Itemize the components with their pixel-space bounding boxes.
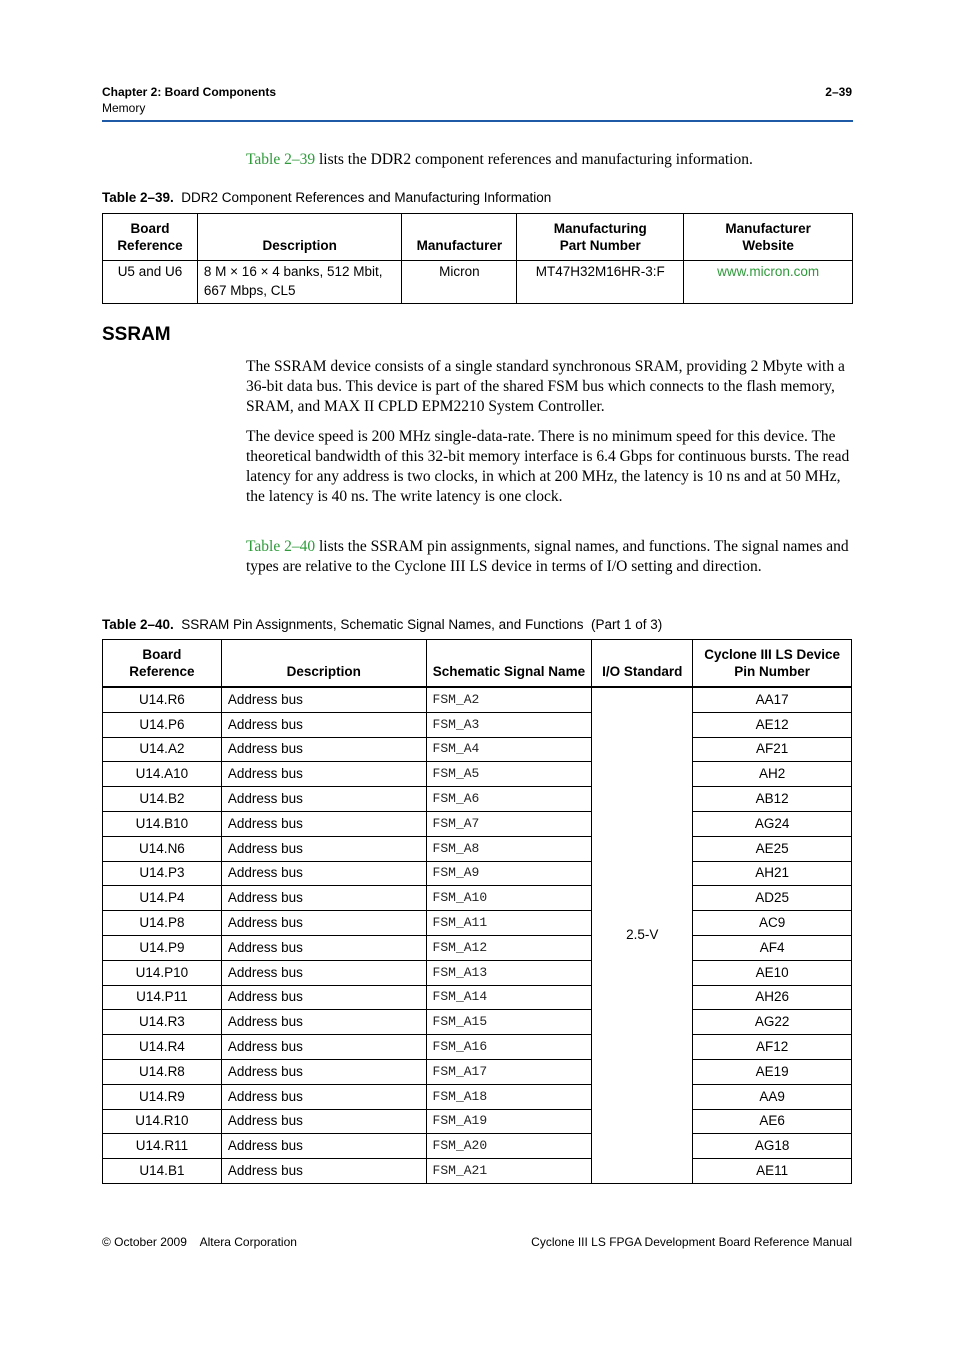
pin-number-cell: AE25 — [693, 836, 852, 861]
signal-name-cell: FSM_A4 — [426, 737, 592, 762]
signal-name-cell: FSM_A15 — [426, 1010, 592, 1035]
description-cell: Address bus — [221, 1159, 426, 1184]
description-cell: Address bus — [221, 712, 426, 737]
signal-name-cell: FSM_A16 — [426, 1035, 592, 1060]
board-reference-cell: U14.P8 — [103, 911, 222, 936]
board-reference-cell: U5 and U6 — [103, 261, 198, 304]
description-cell: Address bus — [221, 985, 426, 1010]
table-40-caption-text: SSRAM Pin Assignments, Schematic Signal Names, and Functions (Part 1 of 3) — [173, 617, 663, 632]
description-cell: Address bus — [221, 687, 426, 712]
table-row — [103, 811, 852, 836]
pin-number-cell: AC9 — [693, 911, 852, 936]
board-reference-cell: U14.R9 — [103, 1084, 222, 1109]
pin-number-cell: AF21 — [693, 737, 852, 762]
signal-name-cell: FSM_A19 — [426, 1109, 592, 1134]
signal-name-cell: FSM_A12 — [426, 935, 592, 960]
signal-name-cell: FSM_A10 — [426, 886, 592, 911]
description-cell: Address bus — [221, 1035, 426, 1060]
board-reference-cell: U14.A2 — [103, 737, 222, 762]
col-website: Manufacturer Website — [684, 214, 853, 261]
col-signal-name: Schematic Signal Name — [426, 640, 592, 688]
table-row — [103, 261, 853, 304]
ssram-paragraph-3 — [246, 537, 854, 577]
pin-number-cell: AA9 — [693, 1084, 852, 1109]
table-40-caption-label: Table 2–40. — [102, 617, 174, 632]
ssram-paragraph-3-text: lists the SSRAM pin assignments, signal names, and functions. The signal names and types are relative to the Cyclone III LS device in terms of I/O setting and direction. — [246, 538, 849, 575]
board-reference-cell: U14.R8 — [103, 1059, 222, 1084]
description-cell: Address bus — [221, 836, 426, 861]
board-reference-cell: U14.B2 — [103, 787, 222, 812]
col-description: Description — [197, 214, 402, 261]
description-cell: Address bus — [221, 960, 426, 985]
table-40-caption — [102, 616, 662, 634]
signal-name-cell: FSM_A8 — [426, 836, 592, 861]
signal-name-cell: FSM_A14 — [426, 985, 592, 1010]
table-row — [103, 886, 852, 911]
ssram-pin-table — [102, 639, 852, 1184]
section-title: Memory — [102, 101, 146, 115]
signal-name-cell: FSM_A2 — [426, 687, 592, 712]
table-row — [103, 960, 852, 985]
description-cell: Address bus — [221, 886, 426, 911]
signal-name-cell: FSM_A18 — [426, 1084, 592, 1109]
page-number: 2–39 — [825, 85, 852, 99]
table-row — [103, 1084, 852, 1109]
table-row — [103, 1010, 852, 1035]
pin-number-cell: AH2 — [693, 762, 852, 787]
table-row — [103, 712, 852, 737]
table-row — [103, 687, 852, 712]
col-io-standard: I/O Standard — [592, 640, 693, 688]
table-row — [103, 1035, 852, 1060]
pin-number-cell: AE10 — [693, 960, 852, 985]
table-row — [103, 861, 852, 886]
board-reference-cell: U14.R10 — [103, 1109, 222, 1134]
description-cell: Address bus — [221, 811, 426, 836]
pin-number-cell: AG22 — [693, 1010, 852, 1035]
table-header-row — [103, 640, 852, 688]
table-39-caption — [102, 189, 551, 207]
description-cell: 8 M × 16 × 4 banks, 512 Mbit, 667 Mbps, CL5 — [197, 261, 402, 304]
signal-name-cell: FSM_A11 — [426, 911, 592, 936]
footer-copyright: © October 2009 Altera Corporation — [102, 1235, 297, 1249]
description-cell: Address bus — [221, 1084, 426, 1109]
board-reference-cell: U14.P3 — [103, 861, 222, 886]
board-reference-cell: U14.P10 — [103, 960, 222, 985]
header-rule — [102, 120, 853, 122]
intro-paragraph — [246, 150, 854, 170]
board-reference-cell: U14.P11 — [103, 985, 222, 1010]
description-cell: Address bus — [221, 935, 426, 960]
pin-number-cell: AF12 — [693, 1035, 852, 1060]
pin-number-cell: AE11 — [693, 1159, 852, 1184]
pin-number-cell: AG24 — [693, 811, 852, 836]
io-standard-cell: 2.5-V — [592, 687, 693, 1183]
table-2-40-link[interactable]: Table 2–40 — [246, 538, 316, 555]
pin-number-cell: AH21 — [693, 861, 852, 886]
col-board-reference: Board Reference — [103, 214, 198, 261]
chapter-title: Chapter 2: Board Components — [102, 85, 277, 99]
col-pin-number: Cyclone III LS Device Pin Number — [693, 640, 852, 688]
table-row — [103, 1059, 852, 1084]
description-cell: Address bus — [221, 1010, 426, 1035]
pin-number-cell: AE12 — [693, 712, 852, 737]
ssram-table-body — [103, 687, 852, 1183]
description-cell: Address bus — [221, 861, 426, 886]
board-reference-cell: U14.B1 — [103, 1159, 222, 1184]
signal-name-cell: FSM_A6 — [426, 787, 592, 812]
col-board-reference: Board Reference — [103, 640, 222, 688]
signal-name-cell: FSM_A21 — [426, 1159, 592, 1184]
pin-number-cell: AH26 — [693, 985, 852, 1010]
signal-name-cell: FSM_A17 — [426, 1059, 592, 1084]
signal-name-cell: FSM_A13 — [426, 960, 592, 985]
pin-number-cell: AA17 — [693, 687, 852, 712]
table-row — [103, 985, 852, 1010]
ssram-paragraph-2: The device speed is 200 MHz single-data-rate. There is no minimum speed for this device. The theoretical bandwidth of this 32-bit memory interface is 6.4 Gbps for continuous bursts. The read latency for any address is two clocks, in which at 200 MHz, the latency is 10 ns and at 50 MHz, the latency is 40 ns. The write latency is one clock. — [246, 428, 850, 505]
manufacturer-website-link[interactable]: www.micron.com — [684, 261, 853, 304]
part-number-cell: MT47H32M16HR-3:F — [517, 261, 684, 304]
table-row — [103, 762, 852, 787]
table-39-caption-text: DDR2 Component References and Manufacturing Information — [173, 190, 552, 205]
board-reference-cell: U14.R4 — [103, 1035, 222, 1060]
signal-name-cell: FSM_A20 — [426, 1134, 592, 1159]
col-description: Description — [221, 640, 426, 688]
board-reference-cell: U14.R3 — [103, 1010, 222, 1035]
table-row — [103, 737, 852, 762]
col-manufacturer: Manufacturer — [402, 214, 517, 261]
ddr2-component-table — [102, 213, 853, 304]
table-2-39-link[interactable]: Table 2–39 — [246, 151, 316, 168]
board-reference-cell: U14.N6 — [103, 836, 222, 861]
ssram-paragraph-1: The SSRAM device consists of a single standard synchronous SRAM, providing 2 Mbyte with a 36-bit data bus. This device is part of the shared FSM bus which connects to the flash memory, SRAM, and MAX II CPLD EPM2210 System Controller. — [246, 358, 845, 415]
table-row — [103, 935, 852, 960]
board-reference-cell: U14.P9 — [103, 935, 222, 960]
manufacturer-cell: Micron — [402, 261, 517, 304]
pin-number-cell: AD25 — [693, 886, 852, 911]
board-reference-cell: U14.R6 — [103, 687, 222, 712]
description-cell: Address bus — [221, 762, 426, 787]
col-part-number: Manufacturing Part Number — [517, 214, 684, 261]
running-header — [102, 84, 276, 116]
section-heading-ssram: SSRAM — [102, 324, 171, 345]
intro-text: lists the DDR2 component references and manufacturing information. — [315, 151, 753, 168]
footer-manual-title: Cyclone III LS FPGA Development Board Reference Manual — [531, 1235, 852, 1249]
board-reference-cell: U14.A10 — [103, 762, 222, 787]
board-reference-cell: U14.B10 — [103, 811, 222, 836]
table-row — [103, 836, 852, 861]
description-cell: Address bus — [221, 1134, 426, 1159]
pin-number-cell: AG18 — [693, 1134, 852, 1159]
description-cell: Address bus — [221, 1109, 426, 1134]
table-row — [103, 1159, 852, 1184]
signal-name-cell: FSM_A9 — [426, 861, 592, 886]
description-cell: Address bus — [221, 737, 426, 762]
signal-name-cell: FSM_A3 — [426, 712, 592, 737]
table-row — [103, 1134, 852, 1159]
pin-number-cell: AB12 — [693, 787, 852, 812]
table-header-row — [103, 214, 853, 261]
pin-number-cell: AE19 — [693, 1059, 852, 1084]
board-reference-cell: U14.R11 — [103, 1134, 222, 1159]
description-cell: Address bus — [221, 911, 426, 936]
signal-name-cell: FSM_A5 — [426, 762, 592, 787]
board-reference-cell: U14.P4 — [103, 886, 222, 911]
description-cell: Address bus — [221, 1059, 426, 1084]
table-39-caption-label: Table 2–39. — [102, 190, 174, 205]
description-cell: Address bus — [221, 787, 426, 812]
signal-name-cell: FSM_A7 — [426, 811, 592, 836]
pin-number-cell: AF4 — [693, 935, 852, 960]
board-reference-cell: U14.P6 — [103, 712, 222, 737]
table-row — [103, 1109, 852, 1134]
table-row — [103, 787, 852, 812]
table-row — [103, 911, 852, 936]
pin-number-cell: AE6 — [693, 1109, 852, 1134]
